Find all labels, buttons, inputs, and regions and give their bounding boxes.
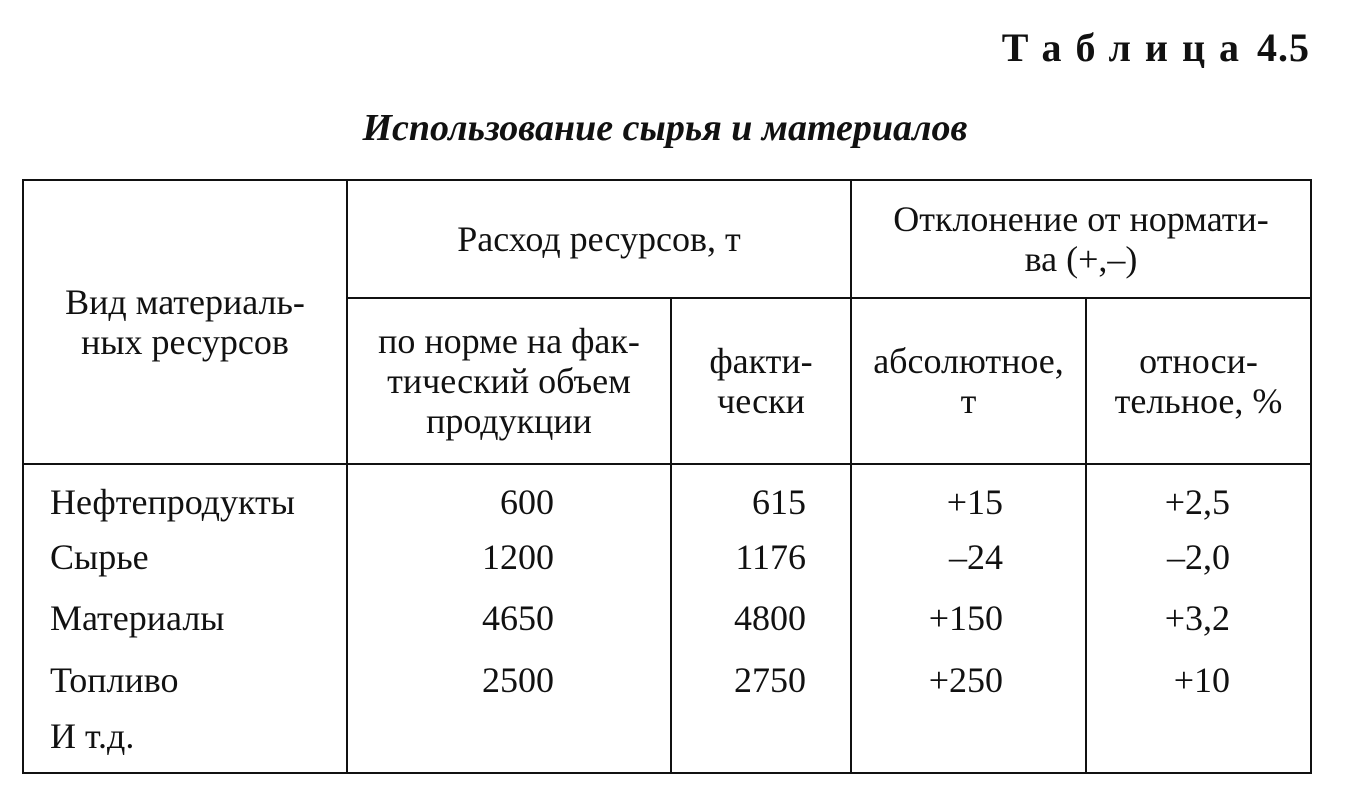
cell-relative: +10 [1086,649,1311,711]
header-deviation-line-2: ва (+,–) [1024,239,1138,279]
header-actual-line-2: чески [717,381,805,421]
header-consumption-group: Расход ресурсов, т [347,180,851,298]
cell-relative [1086,711,1311,773]
header-absolute-line-1: абсолютное, [873,340,1064,381]
table-row [23,464,1311,526]
header-absolute-line-2: т [960,381,977,421]
cell-actual: 4800 [671,588,851,650]
cell-relative: +3,2 [1086,588,1311,650]
cell-absolute: –24 [851,526,1086,588]
header-relative-line-1: относи- [1139,340,1258,381]
cell-actual [671,711,851,773]
cell-absolute: +15 [851,464,1086,526]
table-caption: Использование сырья и материалов [362,107,968,149]
header-norm-line-1: по норме на фак- [378,320,640,361]
header-norm-line-3: продукции [426,401,592,442]
table-row [23,526,1311,588]
cell-actual: 615 [671,464,851,526]
cell-norm: 2500 [347,649,671,711]
header-relative-line-2: тельное, % [1114,381,1283,421]
cell-absolute: +150 [851,588,1086,650]
table-row [23,649,1311,711]
header-actual [671,298,851,464]
cell-absolute: +250 [851,649,1086,711]
table-row [23,588,1311,650]
cell-resource-name: И т.д. [23,711,347,773]
cell-norm: 1200 [347,526,671,588]
cell-resource-name: Сырье [23,526,347,588]
cell-resource-name: Топливо [23,649,347,711]
header-actual-line-1: факти- [709,340,813,381]
header-deviation-group [851,180,1311,298]
table-number-label [1002,24,1310,71]
header-norm-line-2: тический объем [387,360,631,401]
table-label-number: 4.5 [1257,25,1310,70]
cell-norm: 4650 [347,588,671,650]
table-label-word: Таблица [1001,25,1253,70]
cell-norm [347,711,671,773]
table-row [23,711,1311,773]
header-absolute [851,298,1086,464]
header-norm [347,298,671,464]
cell-actual: 1176 [671,526,851,588]
cell-absolute [851,711,1086,773]
header-relative [1086,298,1311,464]
cell-actual: 2750 [671,649,851,711]
cell-relative: –2,0 [1086,526,1311,588]
header-resource-line-2: ных ресурсов [81,322,289,362]
header-resource-line-1: Вид материаль- [65,281,305,322]
cell-resource-name: Нефтепродукты [23,464,347,526]
header-deviation-line-1: Отклонение от нормати- [893,198,1269,239]
cell-norm: 600 [347,464,671,526]
header-resource-type [23,180,347,464]
cell-relative: +2,5 [1086,464,1311,526]
cell-resource-name: Материалы [23,588,347,650]
materials-usage-table [22,179,1312,774]
